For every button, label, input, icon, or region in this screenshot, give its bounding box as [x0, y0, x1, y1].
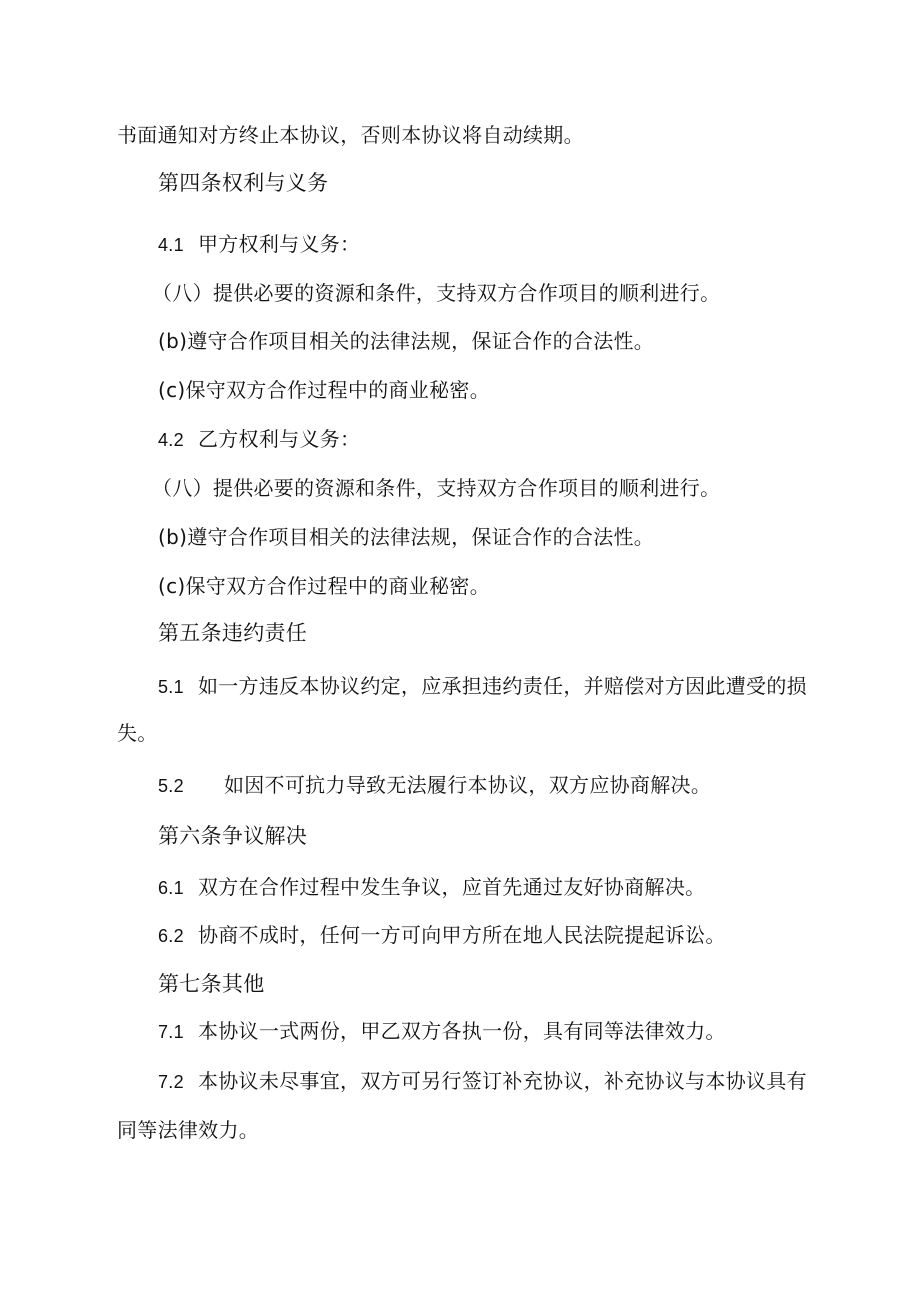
clause-4-1-item-a: （八）提供必要的资源和条件，支持双方合作项目的顺利进行。 — [152, 281, 721, 305]
article-4-title: 第四条权利与义务 — [158, 171, 329, 195]
clause-6-1 — [158, 874, 705, 901]
article-5-title: 第五条违约责任 — [158, 621, 308, 645]
clause-number: 4.1 — [158, 235, 184, 255]
clause-number: 6.2 — [158, 926, 184, 946]
clause-number: 6.1 — [158, 878, 184, 898]
clause-4-1-item-c: (c)保守双方合作过程中的商业秘密。 — [158, 378, 491, 402]
clause-7-2 — [158, 1068, 807, 1095]
clause-4-1 — [158, 231, 360, 258]
clause-4-2-item-b: (b)遵守合作项目相关的法律法规，保证合作的合法性。 — [158, 525, 655, 549]
clause-number: 5.1 — [158, 677, 184, 697]
clause-number: 5.2 — [158, 776, 184, 796]
clause-number: 4.2 — [158, 430, 184, 450]
clause-5-1 — [158, 673, 807, 700]
clause-text: 双方在合作过程中发生争议，应首先通过友好协商解决。 — [197, 875, 706, 899]
article-6-title: 第六条争议解决 — [158, 824, 308, 848]
clause-text: 乙方权利与义务： — [197, 427, 361, 451]
clause-4-2-item-a: （八）提供必要的资源和条件，支持双方合作项目的顺利进行。 — [152, 476, 721, 500]
clause-text: 如一方违反本协议约定，应承担违约责任，并赔偿对方因此遭受的损 — [197, 674, 807, 698]
clause-5-2 — [158, 772, 711, 799]
clause-4-1-item-b: (b)遵守合作项目相关的法律法规，保证合作的合法性。 — [158, 329, 655, 353]
clause-4-2 — [158, 426, 360, 453]
clause-5-1-continuation: 失。 — [117, 721, 158, 745]
clause-6-2 — [158, 922, 726, 949]
clause-text: 本协议一式两份，甲乙双方各执一份，具有同等法律效力。 — [197, 1019, 726, 1043]
clause-text: 甲方权利与义务： — [197, 232, 361, 256]
clause-7-2-continuation: 同等法律效力。 — [117, 1118, 260, 1142]
clause-number: 7.2 — [158, 1072, 184, 1092]
clause-text: 本协议未尽事宜，双方可另行签订补充协议，补充协议与本协议具有 — [197, 1069, 807, 1093]
continuation-paragraph: 书面通知对方终止本协议，否则本协议将自动续期。 — [117, 123, 584, 147]
clause-4-2-item-c: (c)保守双方合作过程中的商业秘密。 — [158, 574, 491, 598]
clause-text: 协商不成时，任何一方可向甲方所在地人民法院提起诉讼。 — [197, 923, 726, 947]
clause-number: 7.1 — [158, 1022, 184, 1042]
clause-7-1 — [158, 1018, 726, 1045]
article-7-title: 第七条其他 — [158, 972, 265, 996]
clause-text: 如因不可抗力导致无法履行本协议，双方应协商解决。 — [223, 773, 712, 797]
